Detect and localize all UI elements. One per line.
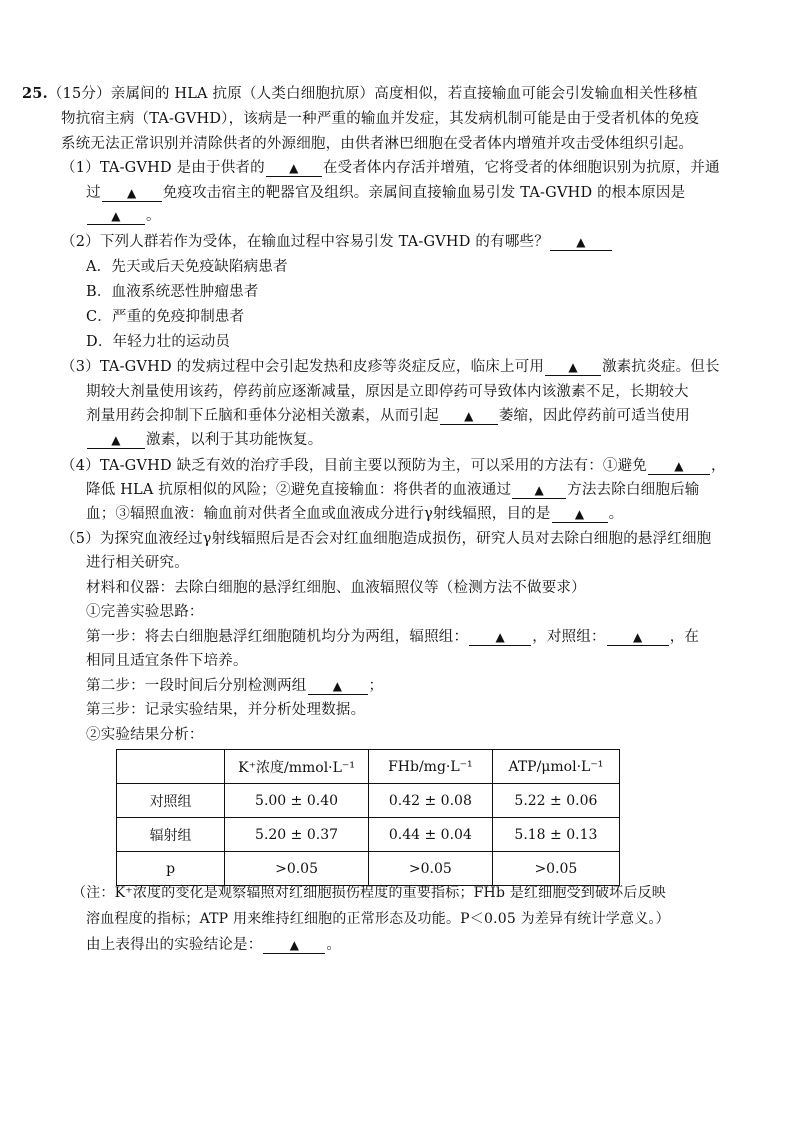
p5-step-1 bbox=[86, 627, 699, 647]
p4-line-2 bbox=[86, 480, 699, 500]
p1-text-e: 。 bbox=[146, 208, 161, 224]
p3-line-1 bbox=[61, 357, 720, 377]
answer-blank-9[interactable] bbox=[512, 482, 566, 499]
blank-mark: ▲ bbox=[289, 938, 300, 952]
answer-blank-2[interactable] bbox=[102, 185, 162, 202]
results-table bbox=[116, 749, 620, 886]
p5-step-2 bbox=[86, 676, 383, 696]
answer-blank-1[interactable] bbox=[266, 160, 322, 177]
step1-text-b: ，对照组： bbox=[532, 629, 606, 645]
table-row bbox=[117, 784, 620, 818]
blank-mark: ▲ bbox=[289, 161, 299, 175]
answer-blank-3[interactable] bbox=[87, 208, 145, 225]
p2-stem-text: （2）下列人群若作为受体，在输血过程中容易引发 TA-GVHD 的有哪些？ bbox=[61, 234, 549, 250]
p5-line-1: （5）为探究血液经过γ射线辐照后是否会对红血细胞造成损伤，研究人员对去除白细胞的悬浮红细胞 bbox=[61, 531, 712, 547]
p2-option-d: D．年轻力壮的运动员 bbox=[86, 334, 231, 350]
p1-text-c: 过 bbox=[86, 185, 101, 201]
p1-text-b: 在受者体内存活并增殖，它将受者的体细胞识别为抗原，并通 bbox=[322, 160, 720, 176]
blank-mark: ▲ bbox=[674, 459, 684, 473]
question-number: 25. bbox=[22, 85, 48, 102]
table-header-cell bbox=[117, 750, 225, 784]
p4-line-3 bbox=[86, 504, 623, 524]
table-header-cell: K⁺浓度/mmol·L⁻¹ bbox=[225, 750, 369, 784]
table-header-cell: ATP/μmol·L⁻¹ bbox=[492, 750, 619, 784]
blank-mark: ▲ bbox=[464, 409, 474, 423]
table-cell: 0.42 ± 0.08 bbox=[368, 784, 492, 818]
table-cell: 5.00 ± 0.40 bbox=[225, 784, 369, 818]
p3-text-b: 激素抗炎症。但长 bbox=[602, 359, 720, 375]
p1-line-1 bbox=[61, 158, 720, 178]
answer-blank-10[interactable] bbox=[552, 506, 608, 523]
p4-text-d: 方法去除白细胞后输 bbox=[567, 482, 700, 498]
table-cell: 5.22 ± 0.06 bbox=[492, 784, 619, 818]
blank-mark: ▲ bbox=[332, 679, 343, 693]
step2-text-b: ； bbox=[368, 678, 384, 694]
p2-option-c: C．严重的免疫抑制患者 bbox=[86, 309, 245, 325]
intro-line-2: 物抗宿主病（TA-GVHD），该病是一种严重的输血并发症，其发病机制可能是由于受者机体的免疫 bbox=[61, 111, 700, 127]
p4-text-f: 。 bbox=[608, 506, 624, 522]
table-cell: 辐射组 bbox=[117, 818, 225, 852]
answer-blank-7[interactable] bbox=[87, 432, 145, 449]
p2-stem bbox=[61, 232, 613, 252]
p3-line-3 bbox=[86, 406, 690, 426]
answer-blank-11[interactable] bbox=[469, 629, 531, 646]
step2-text-a: 第二步：一段时间后分别检测两组 bbox=[86, 678, 307, 694]
p1-line-2 bbox=[86, 183, 685, 203]
answer-blank-13[interactable] bbox=[308, 678, 368, 695]
table-cell: 5.18 ± 0.13 bbox=[492, 818, 619, 852]
p3-text-a: （3）TA-GVHD 的发病过程中会引起发热和皮疹等炎症反应，临床上可用 bbox=[61, 359, 545, 375]
p1-text-d: 免疫攻击宿主的靶器官及组织。亲属间直接输血易引发 TA-GVHD 的根本原因是 bbox=[162, 185, 686, 201]
answer-blank-6[interactable] bbox=[440, 408, 498, 425]
note-line-2: 溶血程度的指标；ATP 用来维持红细胞的正常形态及功能。P＜0.05 为差异有统计学意义。） bbox=[86, 911, 670, 927]
answer-blank-5[interactable] bbox=[545, 359, 601, 376]
p4-text-a: （4）TA-GVHD 缺乏有效的治疗手段，目前主要以预防为主，可以采用的方法有：①避免 bbox=[61, 458, 648, 474]
step1-text-c: ，在 bbox=[669, 629, 700, 645]
p3-text-e: 萎缩，因此停药前可适当使用 bbox=[498, 408, 690, 424]
blank-mark: ▲ bbox=[534, 483, 544, 497]
answer-blank-12[interactable] bbox=[607, 629, 669, 646]
answer-blank-14[interactable] bbox=[263, 937, 325, 954]
conclusion-end: 。 bbox=[326, 937, 342, 953]
p1-text-a: （1）TA-GVHD 是由于供者的 bbox=[61, 160, 265, 176]
p3-line-4 bbox=[86, 430, 322, 450]
p5-step-1-cont: 相同且适宜条件下培养。 bbox=[86, 653, 248, 669]
conclusion-text: 由上表得出的实验结论是： bbox=[86, 937, 263, 953]
blank-mark: ▲ bbox=[576, 235, 586, 249]
conclusion-line bbox=[86, 935, 341, 955]
blank-mark: ▲ bbox=[568, 360, 578, 374]
p4-text-e: 血；③辐照血液：输血前对供者全血或血液成分进行γ射线辐照，目的是 bbox=[86, 506, 551, 522]
blank-mark: ▲ bbox=[111, 209, 121, 223]
table-cell: >0.05 bbox=[368, 852, 492, 886]
p5-materials: 材料和仪器：去除白细胞的悬浮红细胞、血液辐照仪等（检测方法不做要求） bbox=[86, 580, 586, 596]
p5-line-2: 进行相关研究。 bbox=[86, 555, 189, 571]
table-cell: p bbox=[117, 852, 225, 886]
table-cell: 5.20 ± 0.37 bbox=[225, 818, 369, 852]
p4-text-c: 降低 HLA 抗原相似的风险；②避免直接输血：将供者的血液通过 bbox=[86, 482, 512, 498]
table-cell: 对照组 bbox=[117, 784, 225, 818]
p2-option-b: B．血液系统恶性肿瘤患者 bbox=[86, 284, 259, 300]
table-header-row bbox=[117, 750, 620, 784]
note-line-1: （注：K⁺浓度的变化是观察辐照对红细胞损伤程度的重要指标；FHb 是红细胞受到破坏后反映 bbox=[72, 885, 666, 901]
answer-blank-4[interactable] bbox=[550, 234, 612, 251]
step1-text-a: 第一步：将去白细胞悬浮红细胞随机均分为两组，辐照组： bbox=[86, 629, 469, 645]
p4-text-b: ， bbox=[711, 458, 726, 474]
p5-sub-2: ②实验结果分析： bbox=[86, 727, 204, 743]
table-cell: 0.44 ± 0.04 bbox=[368, 818, 492, 852]
p1-line-3 bbox=[86, 206, 161, 226]
p4-line-1 bbox=[61, 456, 726, 476]
blank-mark: ▲ bbox=[126, 186, 137, 200]
blank-mark: ▲ bbox=[632, 630, 643, 644]
blank-mark: ▲ bbox=[495, 630, 505, 644]
blank-mark: ▲ bbox=[574, 507, 585, 521]
p3-line-2: 期较大剂量使用该药，停药前应逐渐减量，原因是立即停药可导致体内该激素不足，长期较大 bbox=[86, 384, 689, 400]
table-cell: >0.05 bbox=[492, 852, 619, 886]
intro-line-1 bbox=[22, 84, 698, 104]
intro-line-3: 系统无法正常识别并清除供者的外源细胞，由供者淋巴细胞在受者体内增殖并攻击受体组织引起。 bbox=[61, 136, 694, 152]
answer-blank-8[interactable] bbox=[648, 458, 710, 475]
table-row bbox=[117, 818, 620, 852]
p2-option-a: A．先天或后天免疫缺陷病患者 bbox=[86, 259, 288, 275]
p5-sub-1: ①完善实验思路： bbox=[86, 604, 204, 620]
p3-text-f: 激素，以利于其功能恢复。 bbox=[146, 432, 323, 448]
p3-text-d: 剂量用药会抑制下丘脑和垂体分泌相关激素，从而引起 bbox=[86, 408, 439, 424]
p5-step-3: 第三步：记录实验结果，并分析处理数据。 bbox=[86, 702, 366, 718]
intro-text-1: （15分）亲属间的 HLA 抗原（人类白细胞抗原）高度相似，若直接输血可能会引发输血相关性移植 bbox=[47, 86, 698, 102]
blank-mark: ▲ bbox=[111, 433, 121, 447]
table-row bbox=[117, 852, 620, 886]
table-cell: >0.05 bbox=[225, 852, 369, 886]
table-header-cell: FHb/mg·L⁻¹ bbox=[368, 750, 492, 784]
